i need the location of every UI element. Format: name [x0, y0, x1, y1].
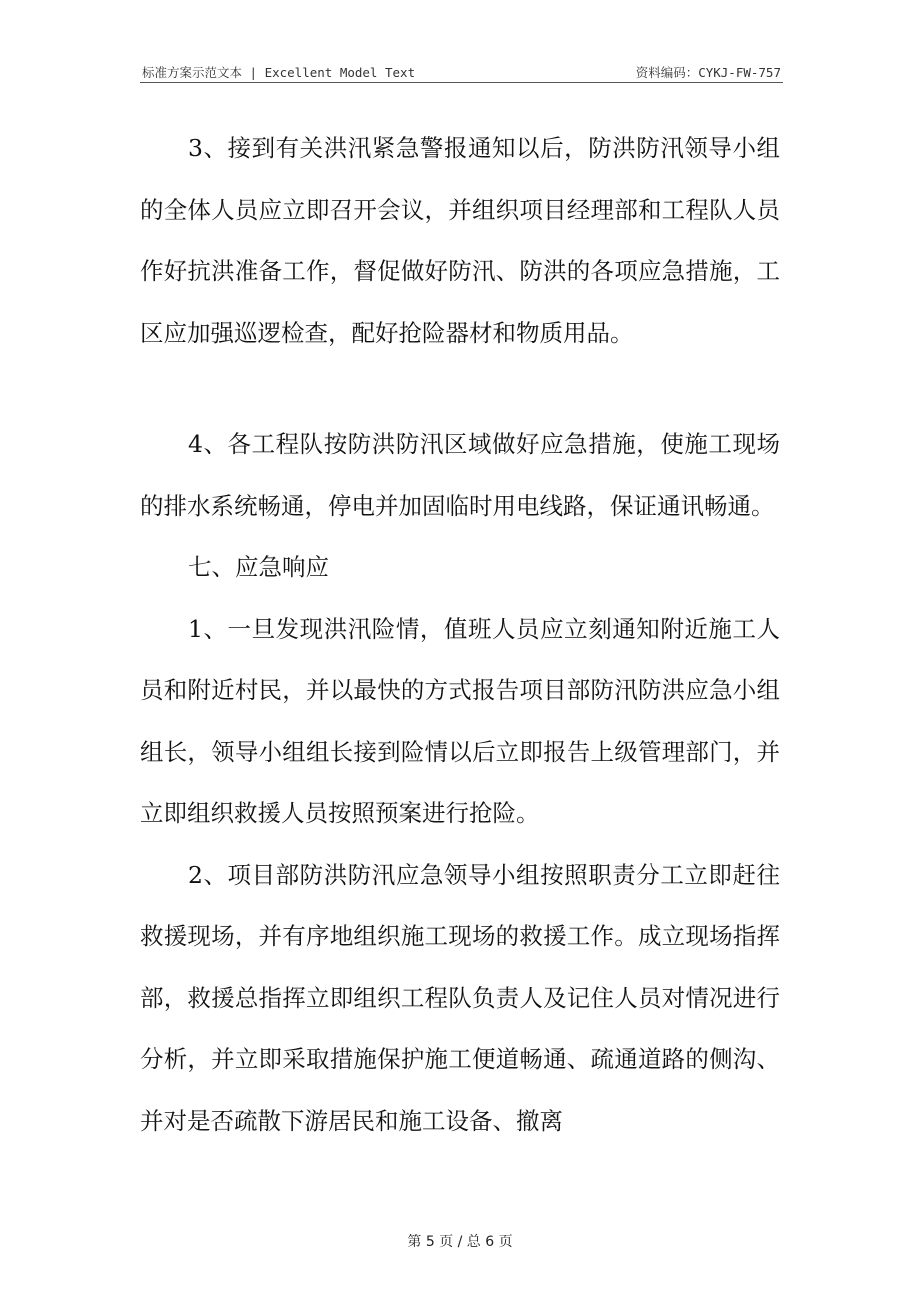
page-number: 第 5 页 / 总 6 页	[407, 1234, 513, 1250]
page-header	[140, 62, 783, 83]
paragraph-response-1: 1、一旦发现洪汛险情，值班人员应立刻通知附近施工人员和附近村民，并以最快的方式报告项目部防汛防洪应急小组组长，领导小组组长接到险情以后立即报告上级管理部门，并立即组织救援人员按照预案进行抢险。	[140, 614, 780, 827]
paragraph-item-3: 3、接到有关洪汛紧急警报通知以后，防洪防汛领导小组的全体人员应立即召开会议，并组织项目经理部和工程队人员作好抗洪准备工作，督促做好防汛、防洪的各项应急措施，工区应加强巡逻检查，配好抢险器材和物质用品。	[140, 134, 780, 347]
document-code: 资料编码：CYKJ-FW-757	[635, 65, 781, 80]
paragraph-item-4: 4、各工程队按防洪防汛区域做好应急措施，使施工现场的排水系统畅通，停电并加固临时用电线路，保证通讯畅通。	[140, 430, 780, 520]
paragraph-response-2: 2、项目部防洪防汛应急领导小组按照职责分工立即赶往救援现场，并有序地组织施工现场的救援工作。成立现场指挥部，救援总指挥立即组织工程队负责人及记住人员对情况进行分析，并立即采取措施保护施工便道畅通、疏通道路的侧沟、并对是否疏散下游居民和施工设备、撤离	[140, 860, 780, 1135]
section-heading-emergency-response: 七、应急响应	[188, 553, 329, 581]
header-title: 标准方案示范文本 | Excellent Model Text	[142, 65, 416, 80]
document-body	[140, 118, 780, 1152]
